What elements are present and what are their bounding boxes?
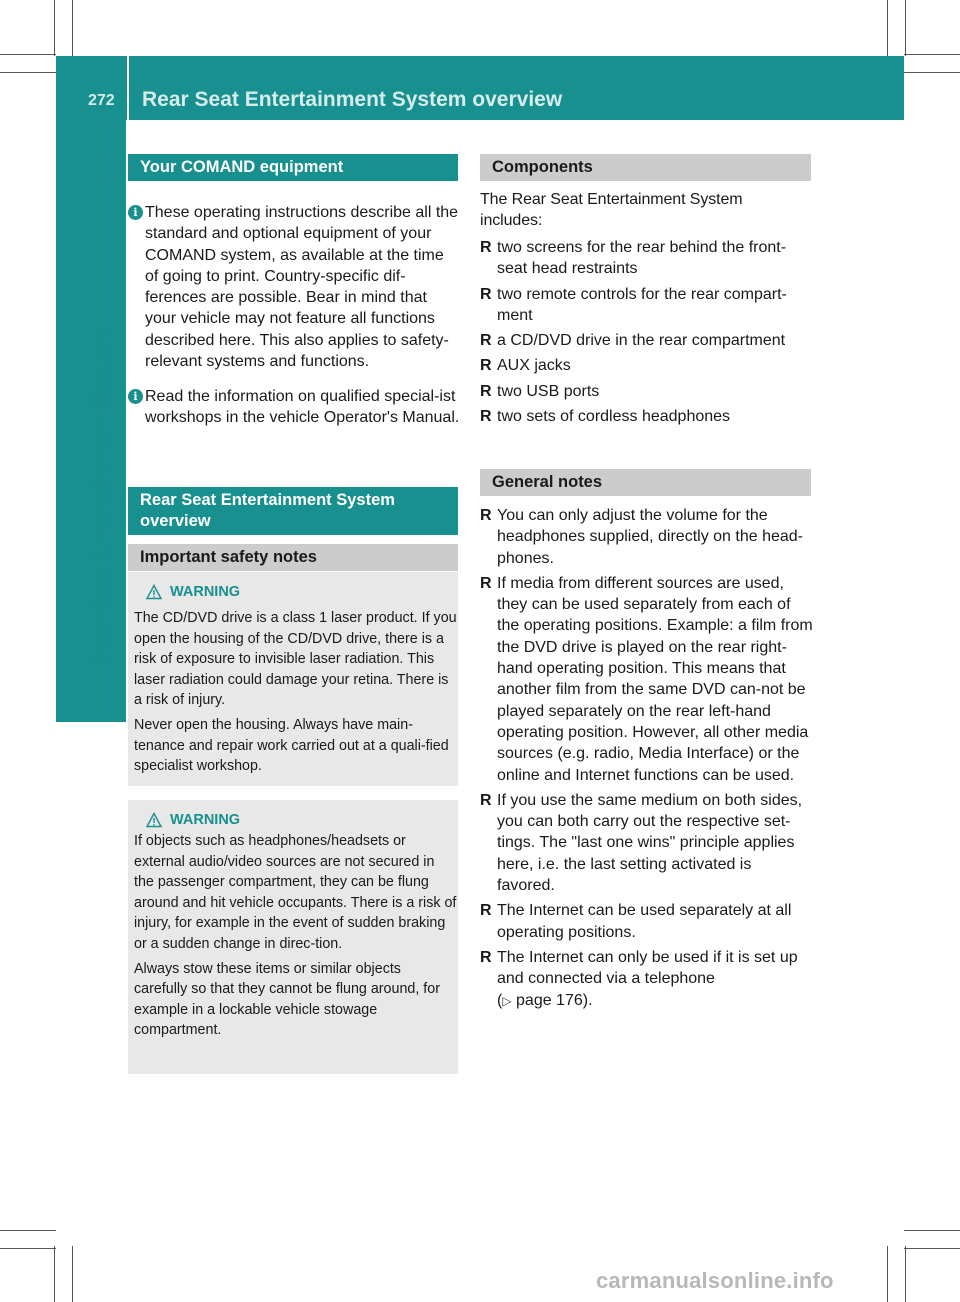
- list-item-text: If media from different sources are used, they can be used separately from each of the operating positions. Example: a film from the DVD drive is played on the rear right-hand operating position. This means that another film from the same DVD can-not be played separately on the rear left-hand operating position. However, all other media sources (e.g. radio, Media Interface) or the online and Internet functions can be used.: [497, 574, 813, 784]
- list-item-text: If you use the same medium on both sides, you can both carry out the respective set-tings. The "last one wins" principle applies here, i.e. the last setting activated is favored.: [497, 791, 803, 895]
- list-item-text: two USB ports: [497, 382, 600, 400]
- warning-paragraph: The CD/DVD drive is a class 1 laser product. If you open the housing of the CD/DVD drive, there is a risk of exposure to invisible laser radiation. This laser radiation could damage your retina. There is a risk of injury.: [134, 610, 457, 709]
- warning-triangle-icon: [146, 584, 162, 600]
- page-reference-link[interactable]: page 176).: [516, 991, 593, 1009]
- crop-mark: [54, 1246, 55, 1302]
- warning-header: [146, 812, 240, 828]
- crop-mark: [887, 1246, 888, 1302]
- general-notes-list: [480, 505, 813, 1016]
- crop-mark: [905, 0, 906, 56]
- list-item: [480, 284, 811, 327]
- list-item: [480, 355, 811, 376]
- info-note-workshops: [128, 386, 460, 429]
- list-item: [480, 381, 811, 402]
- warning-box-laser: [128, 572, 458, 786]
- header-divider: [127, 56, 129, 120]
- list-item: [480, 947, 813, 1012]
- crop-mark: [0, 72, 56, 73]
- info-note-equipment: [128, 202, 460, 372]
- warning-label: WARNING: [170, 812, 241, 828]
- crop-mark: [72, 1246, 73, 1302]
- list-item: [480, 237, 811, 280]
- equipment-heading: Your COMAND equipment: [128, 154, 458, 181]
- page-ref-arrow-icon: ▷: [502, 993, 512, 1008]
- info-note-text: These operating instructions describe all the standard and optional equipment of your COMAND system, as available at the time of going to print. Country-specific dif-ferences are possible. Bear in mind that your vehicle may not feature all functions described here. This also applies to safety-relevant systems and functions.: [145, 204, 459, 371]
- page-ref-open: (: [497, 991, 503, 1009]
- list-item-text: two screens for the rear behind the front-seat head restraints: [497, 239, 787, 278]
- crop-mark: [0, 54, 56, 55]
- page-number: 272: [88, 92, 115, 109]
- list-item-text: a CD/DVD drive in the rear compartment: [497, 332, 786, 350]
- section-heading: Rear Seat Entertainment System overview: [128, 487, 458, 535]
- bullet-marker: R: [480, 357, 492, 375]
- list-item-text: two remote controls for the rear compart-ment: [497, 285, 787, 324]
- list-item: [480, 790, 813, 896]
- warning-header: [146, 584, 240, 600]
- bullet-marker: R: [480, 902, 492, 920]
- bullet-marker: R: [480, 239, 492, 256]
- crop-mark: [904, 1230, 960, 1231]
- list-item: [480, 573, 813, 786]
- crop-mark: [0, 1248, 56, 1249]
- bullet-marker: R: [480, 574, 492, 592]
- crop-mark: [904, 1248, 960, 1249]
- safety-heading: Important safety notes: [128, 544, 458, 571]
- crop-mark: [904, 72, 960, 73]
- warning-body: [134, 831, 458, 1045]
- components-list: [480, 237, 811, 431]
- bullet-marker: R: [480, 948, 492, 966]
- warning-box-objects: [128, 800, 458, 1074]
- list-item-text: The Internet can only be used if it is set up and connected via a telephone: [497, 948, 798, 988]
- bullet-marker: R: [480, 507, 492, 524]
- list-item-text: AUX jacks: [497, 357, 571, 375]
- warning-label: WARNING: [170, 584, 241, 600]
- components-heading: Components: [480, 154, 811, 181]
- list-item-text: two sets of cordless headphones: [497, 408, 731, 426]
- bullet-marker: R: [480, 791, 492, 809]
- list-item: [480, 406, 811, 427]
- bullet-marker: R: [480, 408, 492, 426]
- watermark: carmanualsonline.info: [596, 1268, 834, 1293]
- chapter-tab-label: Rear Seat Entertainment System: [88, 328, 113, 668]
- crop-mark: [72, 0, 73, 56]
- general-notes-heading: General notes: [480, 469, 811, 496]
- crop-mark: [905, 1246, 906, 1302]
- warning-paragraph: Always stow these items or similar objects carefully so that they cannot be flung around, for example in a lockable vehicle stowage compartment.: [134, 960, 440, 1039]
- list-item: [480, 505, 813, 569]
- page-title: Rear Seat Entertainment System overview: [142, 88, 563, 111]
- list-item-text: The Internet can be used separately at all operating positions.: [497, 902, 792, 941]
- warning-paragraph: If objects such as headphones/headsets or external audio/video sources are not secured in the passenger compartment, they can be flung around and hit vehicle occupants. There is a risk of injury, for example in the event of sudden braking or a sudden change in direc-tion.: [134, 833, 457, 952]
- warning-triangle-icon: [146, 812, 162, 828]
- crop-mark: [887, 0, 888, 56]
- crop-mark: [54, 0, 55, 56]
- components-intro: The Rear Seat Entertainment System includes:: [480, 191, 743, 230]
- crop-mark: [904, 54, 960, 55]
- bullet-marker: R: [480, 285, 492, 303]
- warning-paragraph: Never open the housing. Always have main-tenance and repair work carried out at a quali-fied specialist workshop.: [134, 716, 449, 775]
- list-item: [480, 900, 813, 943]
- bullet-marker: R: [480, 332, 492, 350]
- bullet-marker: R: [480, 382, 492, 400]
- warning-body: [134, 608, 458, 781]
- info-icon: i: [128, 389, 143, 404]
- list-item-text: You can only adjust the volume for the headphones supplied, directly on the head-phones.: [497, 507, 803, 567]
- list-item: [480, 330, 811, 351]
- crop-mark: [0, 1230, 56, 1231]
- info-icon: i: [128, 205, 143, 220]
- info-note-text: Read the information on qualified special-ist workshops in the vehicle Operator's Manual.: [145, 388, 460, 427]
